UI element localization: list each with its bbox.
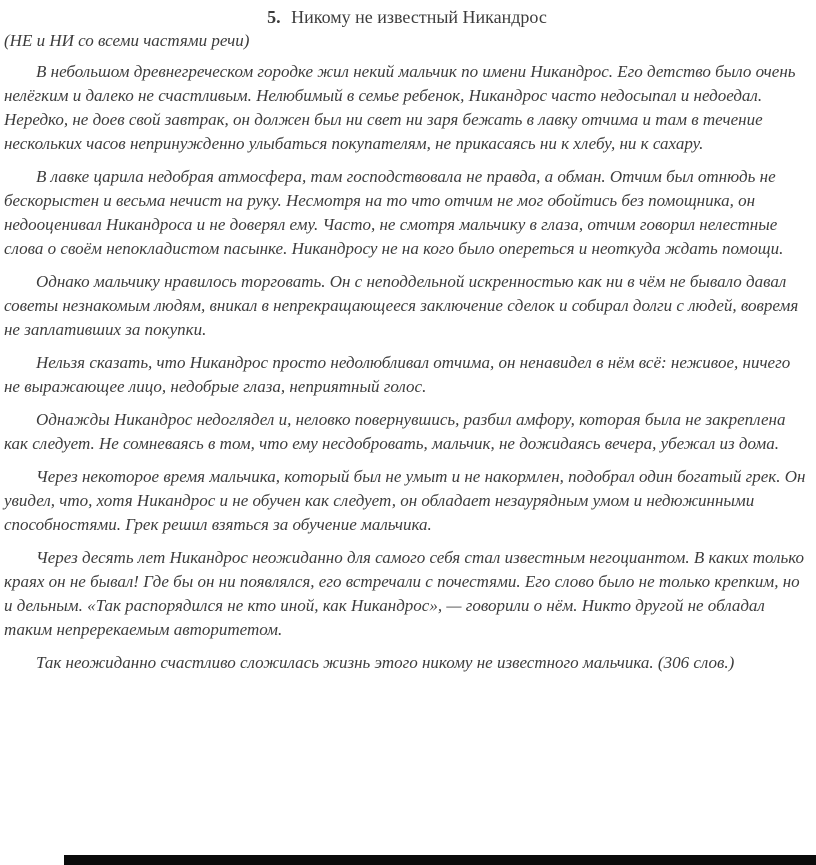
paragraph-8: Так неожиданно счастливо сложилась жизнь этого никому не известного мальчика. (306 слов.) xyxy=(36,653,735,672)
paragraph-6: Через некоторое время мальчика, который был не умыт и не накормлен, подобрал один богатый грек. Он увидел, что, хотя Никандрос и не обучен как следует, он обладает незаурядным умом и недюжинными способностями. Грек решил взяться за обучение мальчика. xyxy=(4,467,806,534)
paragraph-2: В лавке царила недобрая атмосфера, там господствовала не правда, а обман. Отчим был отнюдь не бескорыстен и весьма нечист на руку. Несмотря на то что отчим не мог обойтись без помощника, он недооценивал Никандроса и не доверял ему. Часто, не смотря мальчику в глаза, отчим говорил нелестные слова о своём непокладистом пасынке. Никандросу не на кого было опереться и неоткуда ждать помощи. xyxy=(4,167,784,258)
paragraph-1: В небольшом древнегреческом городке жил некий мальчик по имени Никандрос. Его детство было очень нелёгким и далеко не счастливым. Нелюбимый в семье ребенок, Никандрос часто недосыпал и недоедал. Нередко, не доев свой завтрак, он должен был ни свет ни заря бежать в лавку отчима и там в течение нескольких часов непринужденно улыбаться покупателям, не прикасаясь ни к хлебу, ни к сахару. xyxy=(4,62,796,153)
title-number: 5. xyxy=(267,7,281,27)
bottom-bar xyxy=(64,855,816,865)
title-text: Никому не известный Никандрос xyxy=(291,7,547,27)
paragraph-7: Через десять лет Никандрос неожиданно для самого себя стал известным негоциантом. В каких только краях он не бывал! Где бы он ни появлялся, его встречали с почестями. Его слово было не только крепким, но и дельным. «Так распорядился не кто иной, как Никандрос», — говорили о нём. Никто другой не обладал таким непререкаемым авторитетом. xyxy=(4,548,805,639)
paragraph-5: Однажды Никандрос недоглядел и, неловко повернувшись, разбил амфору, которая была не закреплена как следует. Не сомневаясь в том, что ему несдобровать, мальчик, не дожидаясь вечера, убежал из дома. xyxy=(4,410,786,453)
paragraph-3: Однако мальчику нравилось торговать. Он с неподдельной искренностью как ни в чём не бывало давал советы незнакомым людям, вникал в непрекращающееся заключение сделок и собирал долги с людей, вовремя не заплативших за покупки. xyxy=(4,272,799,339)
document-title xyxy=(4,6,810,28)
document-subtitle: (НЕ и НИ со всеми частями речи) xyxy=(4,31,250,50)
paragraph-4: Нельзя сказать, что Никандрос просто недолюбливал отчима, он ненавидел в нём всё: неживое, ничего не выражающее лицо, недобрые глаза, неприятный голос. xyxy=(4,353,791,396)
